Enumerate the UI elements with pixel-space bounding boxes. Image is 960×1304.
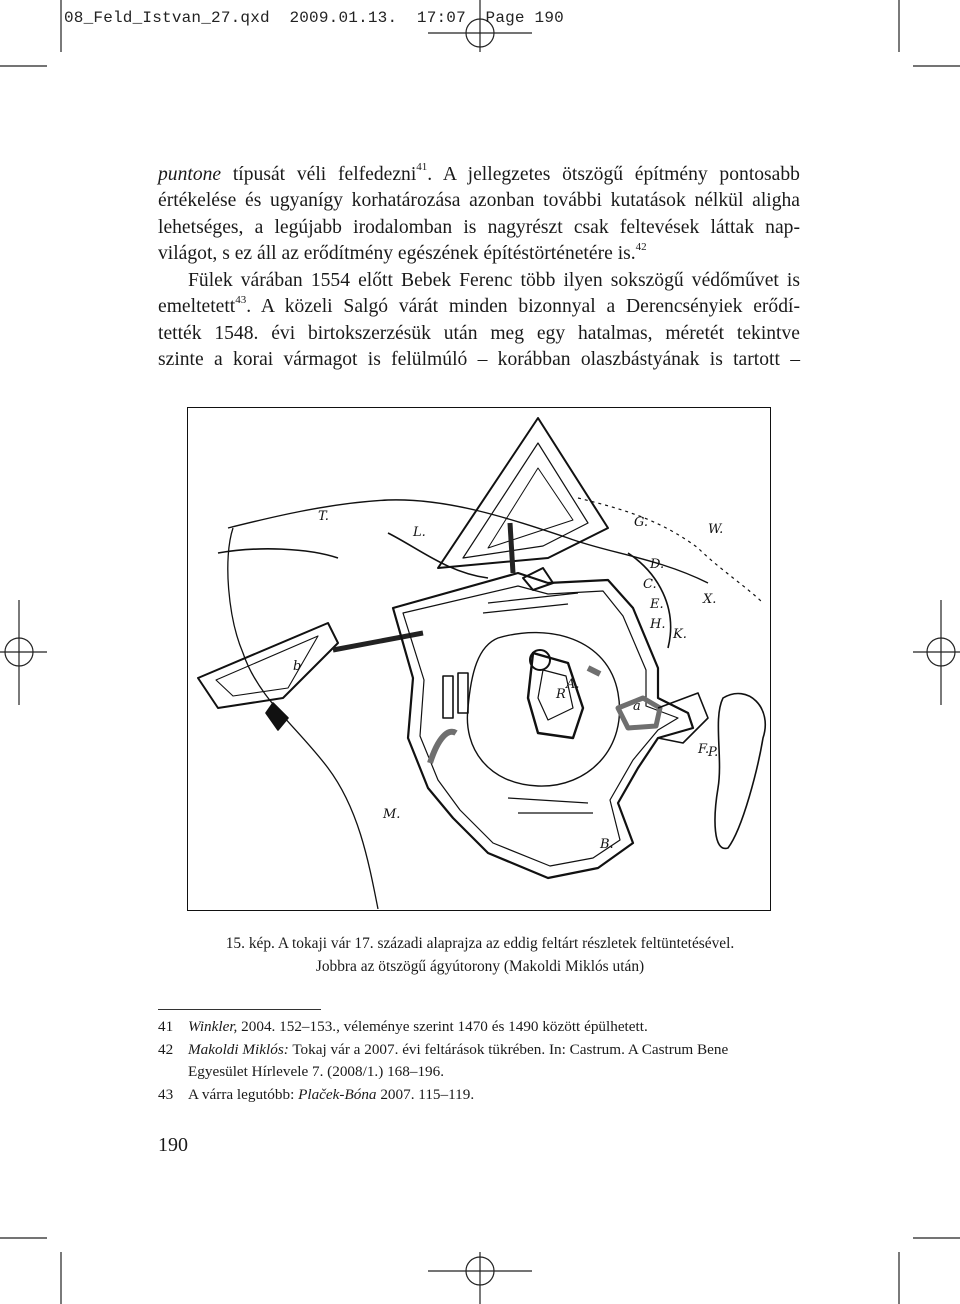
plan-label: D. [650, 557, 665, 572]
footnote-42 [158, 1039, 803, 1062]
footnote-author: Plaček-Bóna [298, 1085, 377, 1103]
castle-plan-drawing [188, 408, 769, 909]
plan-label: K. [673, 627, 687, 642]
plan-label: F. [698, 742, 710, 757]
footnote-author: Winkler, [188, 1018, 238, 1035]
footnote-number: 42 [158, 1040, 174, 1058]
footnote-body: Tokaj vár a 2007. évi feltárások tükrében. In: Castrum. A Castrum Bene [288, 1040, 729, 1058]
text-run: típusát véli felfedezni [221, 164, 417, 185]
text-line: tették 1548. évi birtokszerzésük után meg egy hatalmas, méretét tekintve [158, 322, 800, 344]
slug-time: 17:07 [416, 9, 466, 27]
plan-label: L. [413, 525, 426, 540]
italic-term: puntone [158, 164, 222, 185]
text-line: értékelése és ugyanígy korhatározása azonban további kutatások nélkül aligha [158, 190, 800, 212]
footnote-42-continued [158, 1061, 803, 1084]
footnote-number [158, 1061, 188, 1084]
footnote-text [188, 1016, 803, 1039]
footnote-text [188, 1039, 803, 1062]
plan-label: B. [600, 837, 614, 852]
figure-caption-line-2: Jobbra az ötszögű ágyútorony (Makoldi Miklós után) [315, 958, 645, 975]
footnote-rule [158, 1009, 321, 1010]
footnote-body: Egyesület Hírlevele 7. (2008/1.) 168–196. [188, 1063, 445, 1081]
plan-label: W. [708, 522, 724, 537]
plan-label: E. [650, 597, 664, 612]
plan-label: M. [383, 807, 401, 822]
text-line: Fülek várában 1554 előtt Bebek Ferenc több ilyen sokszögű védőművet is [188, 270, 800, 291]
plan-label: G. [634, 515, 649, 530]
page-number: 190 [158, 1134, 188, 1156]
footnote-author: Makoldi Miklós: [188, 1040, 289, 1058]
plan-label: R [556, 687, 566, 702]
plan-label: P. [708, 745, 719, 760]
body-paragraph-2 [158, 268, 800, 374]
text-run: emeltetett [158, 296, 236, 318]
footnote-prefix: A várra legutóbb: [188, 1085, 299, 1103]
footnote-number: 41 [158, 1018, 174, 1035]
footnote-body: 2007. 115–119. [376, 1085, 475, 1103]
plan-label: a [633, 699, 641, 714]
footnote-ref: 41 [416, 161, 428, 174]
slug-file: 08_Feld_Istvan_27.qxd [64, 9, 270, 27]
footnote-43 [158, 1084, 803, 1107]
text-line: lehetséges, a legújabb irodalomban is nagyrészt csak feltevések láttak nap- [158, 216, 800, 238]
slug-page: Page 190 [485, 9, 564, 27]
plan-label: C. [643, 577, 657, 592]
footnotes [158, 1016, 803, 1106]
plan-label: A. [566, 677, 580, 692]
footnote-41 [158, 1016, 803, 1039]
plan-label: X. [703, 592, 717, 607]
text-line [158, 294, 800, 320]
body-paragraph-1 [158, 162, 800, 268]
footnote-ref: 42 [635, 240, 647, 253]
text-run: . A jellegzetes ötszögű építmény pontosabb [427, 164, 800, 185]
text-run: . A közeli Salgó várát minden bizonnyal a Derencsényiek erődí- [246, 296, 800, 318]
plan-label: b [293, 659, 302, 674]
footnote-text [188, 1084, 803, 1107]
text-run: világot, s ez áll az erődítmény egészének építéstörténetére is. [158, 243, 636, 265]
text-line [158, 162, 800, 188]
plan-label: T. [318, 509, 329, 524]
text-line: szinte a korai vármagot is felülmúló – korábban olaszbástyának is tartott – [158, 349, 800, 371]
plan-label: H. [650, 617, 666, 632]
figure-caption-line-1: 15. kép. A tokaji vár 17. századi alaprajza az eddig feltárt részletek feltüntetésével. [225, 935, 735, 952]
footnote-body: 2004. 152–153., véleménye szerint 1470 és 1490 között épülhetett. [237, 1018, 648, 1035]
footnote-number: 43 [158, 1085, 174, 1103]
text-line [158, 241, 800, 267]
slug-date: 2009.01.13. [289, 9, 398, 27]
footnote-ref: 43 [235, 293, 247, 306]
castle-plan-figure [187, 407, 771, 911]
